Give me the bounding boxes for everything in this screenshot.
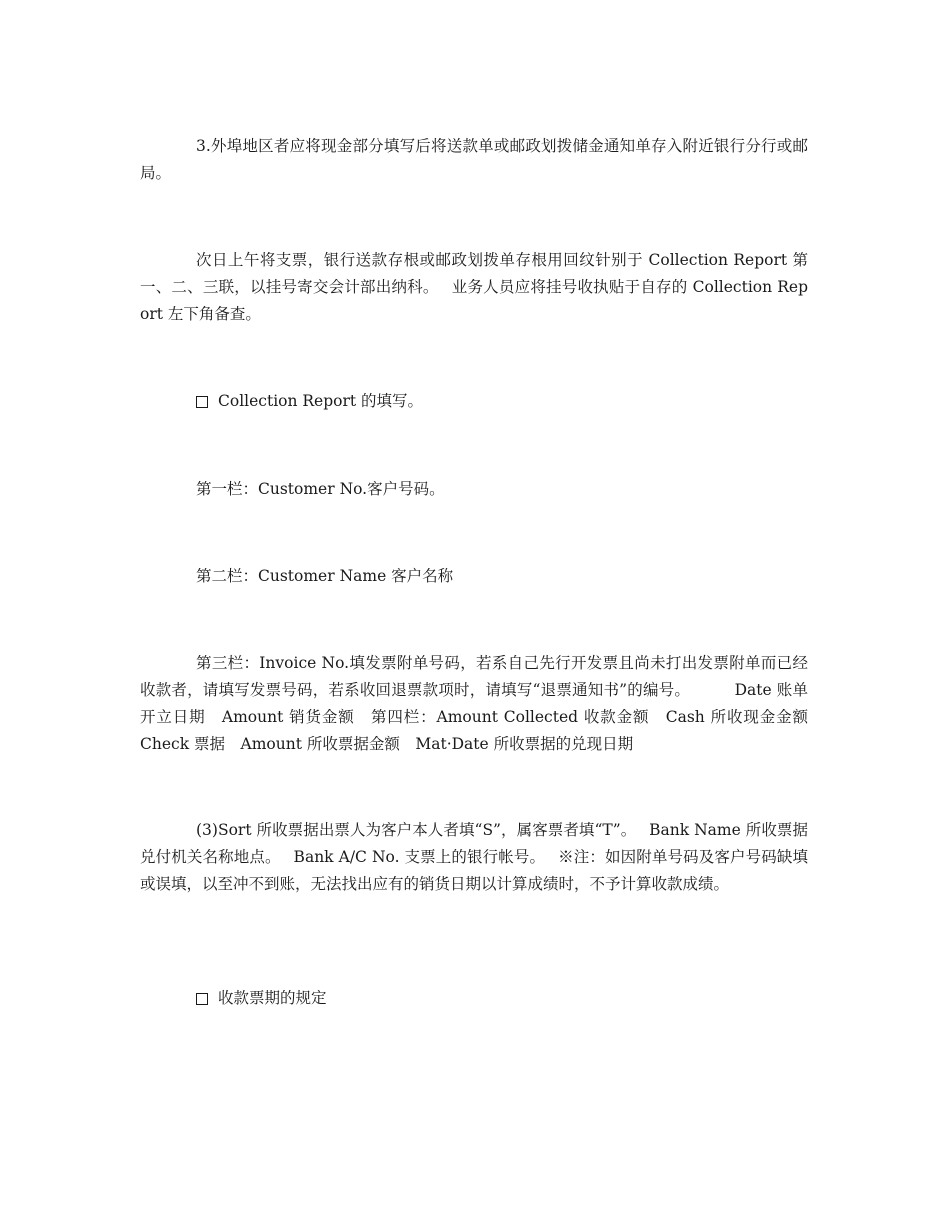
section-heading-text: 收款票期的规定 bbox=[218, 989, 327, 1007]
paragraph-next-morning-mailing: 次日上午将支票，银行送款存根或邮政划拨单存根用回纹针别于 Collection Report 第一、二、三联，以挂号寄交会计部出纳科。 业务人员应将挂号收执贴于自存的 Collection Report 左下角备查。 bbox=[140, 251, 808, 323]
paragraph-column-three-four: 第三栏：Invoice No.填发票附单号码，若系自己先行开发票且尚未打出发票附单而已经收款者，请填写发票号码，若系收回退票款项时，请填写“退票通知书”的编号。 Date 账单开立日期 Amount 销货金额 第四栏：Amount Collected 收款金额 Cash 所收现金金额 Check 票据 Amount 所收票据金额 Mat·Date 所收票据的兑现日期 bbox=[140, 654, 824, 753]
paragraph-outlying-deposit: 3.外埠地区者应将现金部分填写后将送款单或邮政划拨储金通知单存入附近银行分行或邮局。 bbox=[140, 137, 808, 182]
paragraph-column-one: 第一栏：Customer No.客户号码。 bbox=[196, 480, 445, 498]
checkbox-icon bbox=[196, 993, 208, 1005]
section-heading-collection-report bbox=[196, 388, 423, 415]
section-heading-payment-terms bbox=[196, 985, 327, 1012]
paragraph-sort-bank-note: (3)Sort 所收票据出票人为客户本人者填“S”，属客票者填“T”。 Bank Name 所收票据兑付机关名称地点。 Bank A/C No. 支票上的银行帐号。 ※注：如因附单号码及客户号码缺填或误填，以至冲不到账，无法找出应有的销货日期以计算成绩时，不予计算收款成绩。 bbox=[140, 821, 808, 893]
section-heading-text: Collection Report 的填写。 bbox=[218, 392, 424, 410]
checkbox-icon bbox=[196, 396, 208, 408]
paragraph-column-two: 第二栏：Customer Name 客户名称 bbox=[196, 567, 454, 585]
